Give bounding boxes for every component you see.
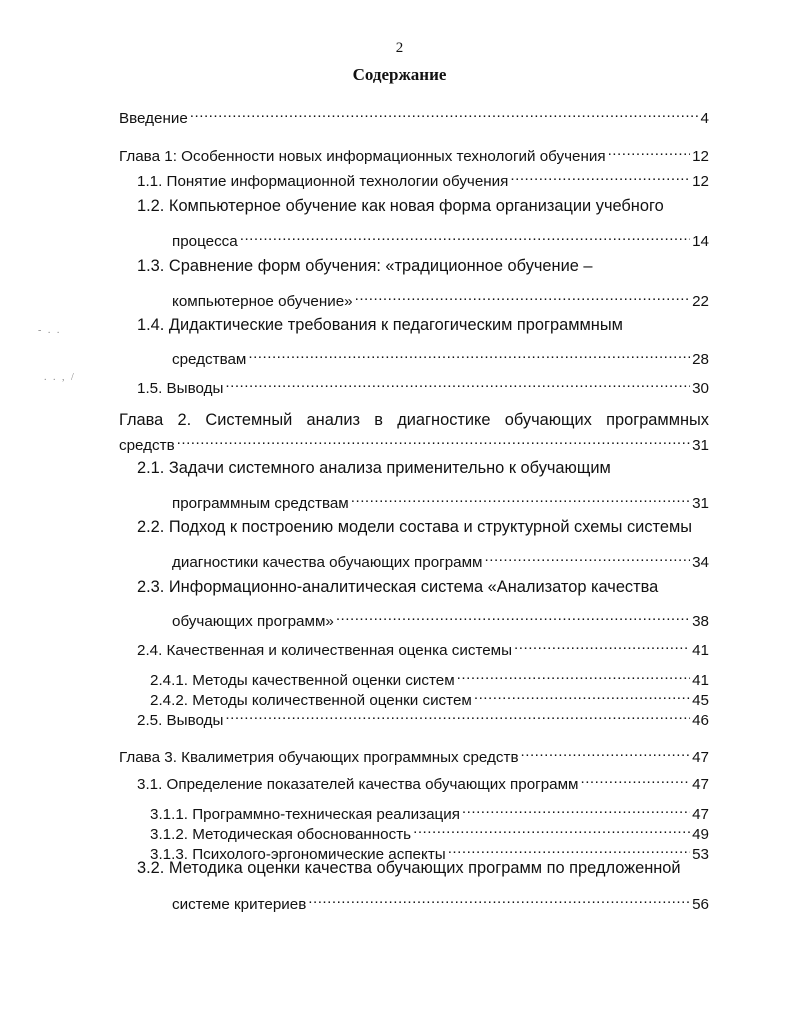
toc-entry-2-1-line1: 2.1. Задачи системного анализа применительно к обучающим <box>137 459 611 477</box>
toc-entry-3-1-2: 3.1.2. Методическая обоснованность ..... 49 <box>150 819 709 845</box>
toc-entry-3-1: 3.1. Определение показателей качества обучающих программ ..... 47 <box>137 769 709 795</box>
toc-entry-2-4-1: 2.4.1. Методы качественной оценки систем ..... 41 <box>150 665 709 691</box>
toc-entry-2-4-2: 2.4.2. Методы количественной оценки систем ..... 45 <box>150 685 709 711</box>
toc-entry-3-1-1: 3.1.1. Программно-техническая реализация ..... 47 <box>150 799 709 825</box>
toc-entry-1-3: компьютерное обучение» ..... 22 <box>172 286 709 312</box>
toc-entry-2-2: диагностики качества обучающих программ ..... 34 <box>172 547 709 573</box>
toc-entry-chapter-1: Глава 1: Особенности новых информационных технологий обучения ..... 12 <box>119 141 709 167</box>
toc-entry-2-4: 2.4. Качественная и количественная оценка системы ..... 41 <box>137 635 709 661</box>
toc-entry-1-2-line1: 1.2. Компьютерное обучение как новая форма организации учебного <box>137 197 664 215</box>
toc-entry-intro: Введение ..... 4 <box>119 103 709 129</box>
toc-entry-2-3-line1: 2.3. Информационно-аналитическая система «Анализатор качества <box>137 578 659 596</box>
page-title: Содержание <box>352 65 447 84</box>
toc-entry-chapter-2-line1: Глава 2. Системный анализ в диагностике обучающих программных <box>119 411 709 429</box>
page-number: 2 <box>395 40 404 56</box>
toc-entry-1-3-line1: 1.3. Сравнение форм обучения: «традиционное обучение – <box>137 257 593 275</box>
toc-entry-1-5: 1.5. Выводы ..... 30 <box>137 373 709 399</box>
toc-entry-2-2-line1: 2.2. Подход к построению модели состава и структурной схемы системы <box>137 518 692 536</box>
toc-entry-2-3: обучающих программ» ..... 38 <box>172 606 709 632</box>
toc-entry-1-2: процесса ..... 14 <box>172 226 709 252</box>
toc-entry-1-4: средствам ..... 28 <box>172 344 709 370</box>
toc-entry-3-2: системе критериев ..... 56 <box>172 889 709 915</box>
toc-entry-chapter-3: Глава 3. Квалиметрия обучающих программных средств ..... 47 <box>119 742 709 768</box>
toc-entry-chapter-2: средств ..... 31 <box>119 430 709 456</box>
toc-entry-1-1: 1.1. Понятие информационной технологии обучения ..... 12 <box>137 166 709 192</box>
toc-entry-2-1: программным средствам ..... 31 <box>172 488 709 514</box>
toc-entry-3-1-3: 3.1.3. Психолого-эргономические аспекты ..... 53 <box>150 839 709 865</box>
toc-entry-2-5: 2.5. Выводы ..... 46 <box>137 705 709 731</box>
toc-entry-1-4-line1: 1.4. Дидактические требования к педагогическим программным <box>137 316 623 334</box>
toc-entry-3-2-line1: 3.2. Методика оценки качества обучающих программ по предложенной <box>137 859 681 877</box>
scan-artifact: - . . <box>38 325 62 336</box>
scan-artifact: . . , / <box>44 372 76 383</box>
